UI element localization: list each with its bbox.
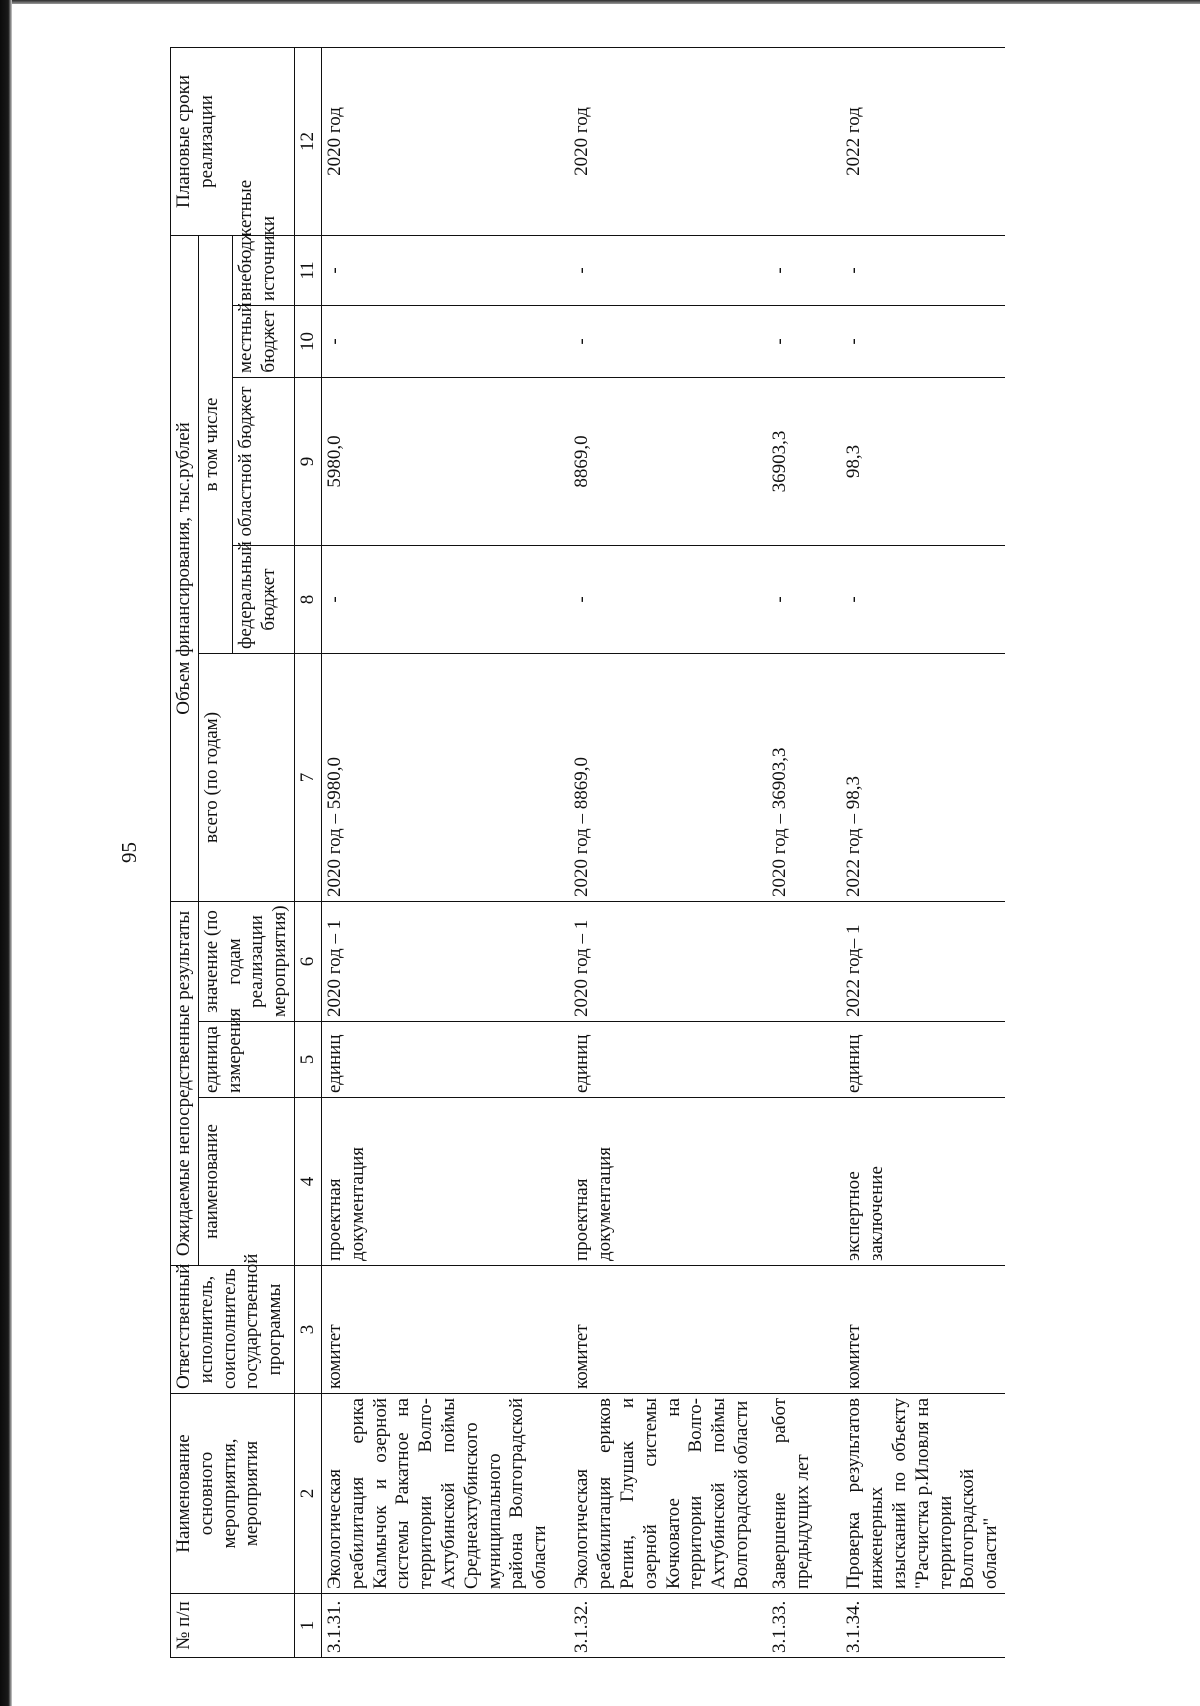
row-executor: комитет xyxy=(841,1266,1005,1394)
scan-left-edge xyxy=(0,0,12,1706)
column-number: 1 xyxy=(294,1594,321,1658)
table-row xyxy=(841,47,1005,1657)
column-number: 2 xyxy=(294,1394,321,1594)
row-unit: единиц xyxy=(321,1022,569,1098)
header-value: значение (по годам реализации мероприятия) xyxy=(198,901,294,1021)
row-local: - xyxy=(767,305,841,377)
row-num: 3.1.34. xyxy=(841,1594,1005,1658)
row-extra: - xyxy=(767,235,841,305)
column-number: 11 xyxy=(294,235,321,305)
header-num: № п/п xyxy=(171,1594,295,1658)
row-federal: - xyxy=(321,545,569,653)
row-result-name xyxy=(767,1098,841,1266)
row-local: - xyxy=(841,305,1005,377)
row-result-name: проектная документация xyxy=(569,1098,767,1266)
row-total: 2022 год – 98,3 xyxy=(841,653,1005,901)
header-unit: единица измерения xyxy=(198,1022,294,1098)
row-federal: - xyxy=(767,545,841,653)
row-executor xyxy=(767,1266,841,1394)
row-term: 2020 год xyxy=(569,47,767,235)
scan-top-edge xyxy=(0,0,1200,4)
header-executor: Ответственный исполнитель, соисполнитель государственной программы xyxy=(171,1266,295,1394)
row-regional: 36903,3 xyxy=(767,377,841,545)
header-extra: внебюджетные источники xyxy=(232,235,294,305)
row-executor: комитет xyxy=(569,1266,767,1394)
header-planned-terms: Плановые сроки реализации xyxy=(171,47,295,235)
header-federal: федеральный бюджет xyxy=(232,545,294,653)
row-result-name: экспертное заключение xyxy=(841,1098,1005,1266)
table-body xyxy=(321,47,1005,1657)
page-number: 95 xyxy=(117,842,141,863)
column-number: 5 xyxy=(294,1022,321,1098)
header-expected-results: Ожидаемые непосредственные результаты xyxy=(171,901,199,1265)
column-number: 12 xyxy=(294,47,321,235)
row-num: 3.1.31. xyxy=(321,1594,569,1658)
row-federal: - xyxy=(569,545,767,653)
row-term: 2020 год xyxy=(321,47,569,235)
table-header xyxy=(171,47,322,1657)
row-total: 2020 год – 36903,3 xyxy=(767,653,841,901)
header-local: местный бюджет xyxy=(232,305,294,377)
row-activity-name: Экологическая реабилитация ериков Репин, Глушак и озерной системы Кочковатое на территории Волго-Ахтубинской поймы Волгоградской области xyxy=(569,1394,767,1594)
table-row xyxy=(321,47,569,1657)
row-num: 3.1.33. xyxy=(767,1594,841,1658)
row-total: 2020 год – 8869,0 xyxy=(569,653,767,901)
column-number: 8 xyxy=(294,545,321,653)
row-activity-name: Проверка результатов инженерных изысканий по объекту "Расчистка р.Иловля на территории Волгоградской области" xyxy=(841,1394,1005,1594)
column-number: 4 xyxy=(294,1098,321,1266)
header-financing: Объем финансирования, тыс.рублей xyxy=(171,235,199,901)
table-row xyxy=(569,47,767,1657)
row-regional: 8869,0 xyxy=(569,377,767,545)
header-including: в том числе xyxy=(198,235,232,653)
row-federal: - xyxy=(841,545,1005,653)
row-regional: 5980,0 xyxy=(321,377,569,545)
row-local: - xyxy=(569,305,767,377)
row-value: 2020 год – 1 xyxy=(569,901,767,1021)
row-executor: комитет xyxy=(321,1266,569,1394)
row-total: 2020 год – 5980,0 xyxy=(321,653,569,901)
row-unit xyxy=(767,1022,841,1098)
row-extra: - xyxy=(569,235,767,305)
row-value: 2022 год– 1 xyxy=(841,901,1005,1021)
header-result-name: наименование xyxy=(198,1098,294,1266)
column-number: 7 xyxy=(294,653,321,901)
row-unit: единиц xyxy=(569,1022,767,1098)
row-value: 2020 год – 1 xyxy=(321,901,569,1021)
column-number: 10 xyxy=(294,305,321,377)
row-activity-name: Завершение работ предыдущих лет xyxy=(767,1394,841,1594)
row-value xyxy=(767,901,841,1021)
row-num: 3.1.32. xyxy=(569,1594,767,1658)
row-local: - xyxy=(321,305,569,377)
row-result-name: проектная документация xyxy=(321,1098,569,1266)
table-row xyxy=(767,47,841,1657)
table-sheet xyxy=(170,48,1200,1658)
row-regional: 98,3 xyxy=(841,377,1005,545)
row-unit: единиц xyxy=(841,1022,1005,1098)
column-number-row xyxy=(294,47,321,1657)
column-number: 3 xyxy=(294,1266,321,1394)
column-number: 9 xyxy=(294,377,321,545)
row-extra: - xyxy=(321,235,569,305)
header-total: всего (по годам) xyxy=(198,653,294,901)
row-term xyxy=(767,47,841,235)
header-regional: областной бюджет xyxy=(232,377,294,545)
row-extra: - xyxy=(841,235,1005,305)
row-activity-name: Экологическая реабилитация ерика Калмычок и озерной системы Ракатное на территории Волго-Ахтубинской поймы Среднеахтубинского муниципального района Волгоградской области xyxy=(321,1394,569,1594)
column-number: 6 xyxy=(294,901,321,1021)
header-activity-name: Наименование основного мероприятия, мероприятия xyxy=(171,1394,295,1594)
row-term: 2022 год xyxy=(841,47,1005,235)
financing-table xyxy=(170,47,1005,1658)
